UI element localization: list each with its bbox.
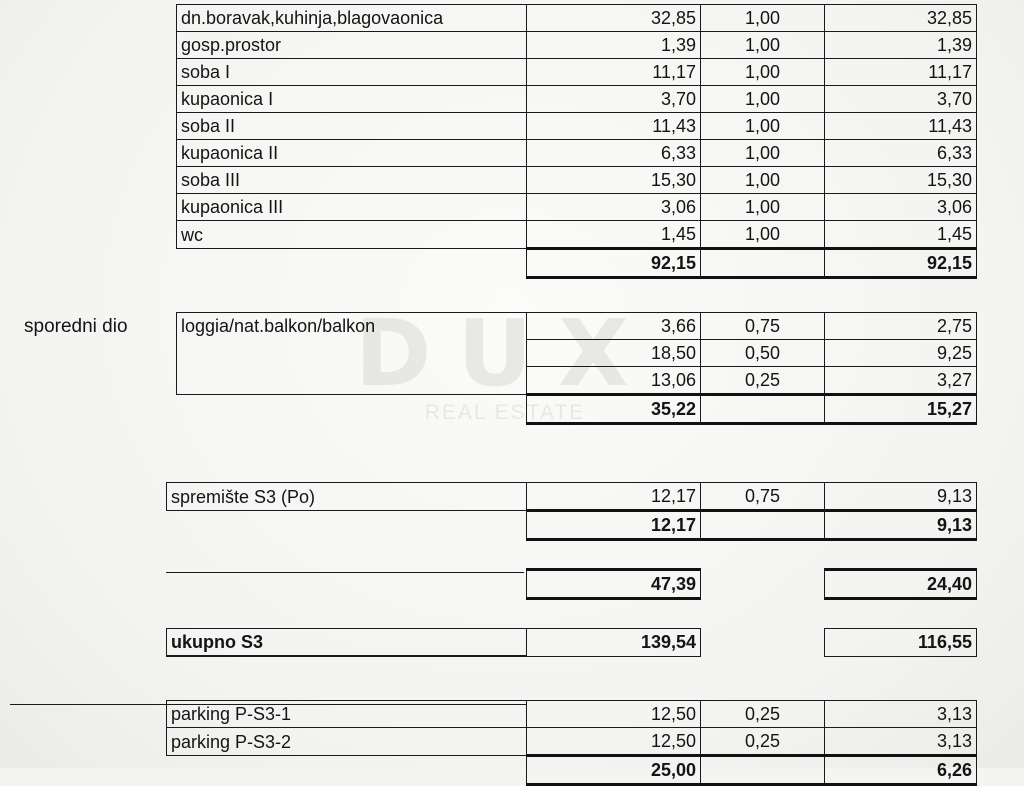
room-name: kupaonica II [177, 140, 527, 167]
room-area: 3,70 [527, 86, 701, 113]
storage-total-row [167, 511, 977, 540]
room-area: 11,17 [527, 59, 701, 86]
room-net-area: 3,70 [825, 86, 977, 113]
room-coefficient: 1,00 [701, 32, 825, 59]
room-name: wc [177, 221, 527, 249]
grand-total-area: 139,54 [527, 629, 701, 657]
storage-total-area: 12,17 [527, 511, 701, 540]
room-row [177, 140, 977, 167]
room-area: 15,30 [527, 167, 701, 194]
parking-coef: 0,25 [701, 701, 825, 728]
room-area: 6,33 [527, 140, 701, 167]
sporedni-row [177, 313, 977, 340]
room-row [177, 86, 977, 113]
storage-name: spremište S3 (Po) [167, 483, 527, 511]
room-coefficient: 1,00 [701, 167, 825, 194]
sporedni-coef: 0,75 [701, 313, 825, 340]
room-name: kupaonica III [177, 194, 527, 221]
room-area: 1,39 [527, 32, 701, 59]
rooms-table-body [177, 5, 977, 249]
parking-area: 12,50 [527, 701, 701, 728]
sporedni-coef: 0,50 [701, 340, 825, 367]
room-coefficient: 1,00 [701, 140, 825, 167]
storage-total-net: 9,13 [825, 511, 977, 540]
room-net-area: 3,06 [825, 194, 977, 221]
room-net-area: 15,30 [825, 167, 977, 194]
parking-total-net: 6,26 [825, 756, 977, 785]
rooms-total-area: 92,15 [527, 249, 701, 278]
storage-table [166, 482, 977, 541]
sporedni-total-area: 35,22 [527, 395, 701, 424]
room-name: soba III [177, 167, 527, 194]
parking-area: 12,50 [527, 728, 701, 756]
grand-total-label: ukupno S3 [167, 629, 527, 657]
parking-total-row [167, 756, 977, 785]
room-name: soba I [177, 59, 527, 86]
sporedni-total-row [177, 395, 977, 424]
room-net-area: 32,85 [825, 5, 977, 32]
room-area: 3,06 [527, 194, 701, 221]
storage-coef: 0,75 [701, 483, 825, 511]
sporedni-area: 3,66 [527, 313, 701, 340]
sporedni-area: 18,50 [527, 340, 701, 367]
room-row [177, 32, 977, 59]
room-coefficient: 1,00 [701, 86, 825, 113]
parking-name: parking P-S3-1 [167, 701, 527, 728]
room-row [177, 167, 977, 194]
room-net-area: 11,43 [825, 113, 977, 140]
room-coefficient: 1,00 [701, 221, 825, 249]
subtotal-divider [166, 572, 524, 573]
room-area: 1,45 [527, 221, 701, 249]
sporedni-coef: 0,25 [701, 367, 825, 395]
room-coefficient: 1,00 [701, 113, 825, 140]
room-coefficient: 1,00 [701, 194, 825, 221]
room-name: kupaonica I [177, 86, 527, 113]
subtotal-row [527, 570, 977, 599]
grand-total-net: 116,55 [825, 629, 977, 657]
grand-total-row [167, 629, 977, 657]
sporedni-total-net: 15,27 [825, 395, 977, 424]
subtotal-table [526, 568, 977, 600]
room-net-area: 6,33 [825, 140, 977, 167]
subtotal-area: 47,39 [527, 570, 701, 599]
sporedni-table [176, 312, 977, 425]
room-net-area: 11,17 [825, 59, 977, 86]
parking-total-area: 25,00 [527, 756, 701, 785]
room-area: 11,43 [527, 113, 701, 140]
sporedni-name: loggia/nat.balkon/balkon [177, 313, 527, 395]
room-row [177, 194, 977, 221]
room-area: 32,85 [527, 5, 701, 32]
room-net-area: 1,39 [825, 32, 977, 59]
parking-net: 3,13 [825, 701, 977, 728]
parking-name: parking P-S3-2 [167, 728, 527, 756]
room-row [177, 5, 977, 32]
room-name: dn.boravak,kuhinja,blagovaonica [177, 5, 527, 32]
subtotal-net: 24,40 [825, 570, 977, 599]
room-name: gosp.prostor [177, 32, 527, 59]
rooms-total-row [177, 249, 977, 278]
grand-total-table [166, 628, 977, 657]
storage-net: 9,13 [825, 483, 977, 511]
parking-row [167, 701, 977, 728]
storage-area: 12,17 [527, 483, 701, 511]
rooms-table [176, 4, 977, 279]
sporedni-label: sporedni dio [24, 316, 128, 337]
storage-row [167, 483, 977, 511]
room-coefficient: 1,00 [701, 5, 825, 32]
sporedni-net: 2,75 [825, 313, 977, 340]
room-row [177, 59, 977, 86]
sporedni-net: 9,25 [825, 340, 977, 367]
parking-row [167, 728, 977, 756]
room-row [177, 113, 977, 140]
sporedni-net: 3,27 [825, 367, 977, 395]
parking-net: 3,13 [825, 728, 977, 756]
room-net-area: 1,45 [825, 221, 977, 249]
sporedni-area: 13,06 [527, 367, 701, 395]
room-name: soba II [177, 113, 527, 140]
room-coefficient: 1,00 [701, 59, 825, 86]
parking-table [166, 700, 977, 786]
parking-coef: 0,25 [701, 728, 825, 756]
rooms-total-net: 92,15 [825, 249, 977, 278]
room-row [177, 221, 977, 249]
